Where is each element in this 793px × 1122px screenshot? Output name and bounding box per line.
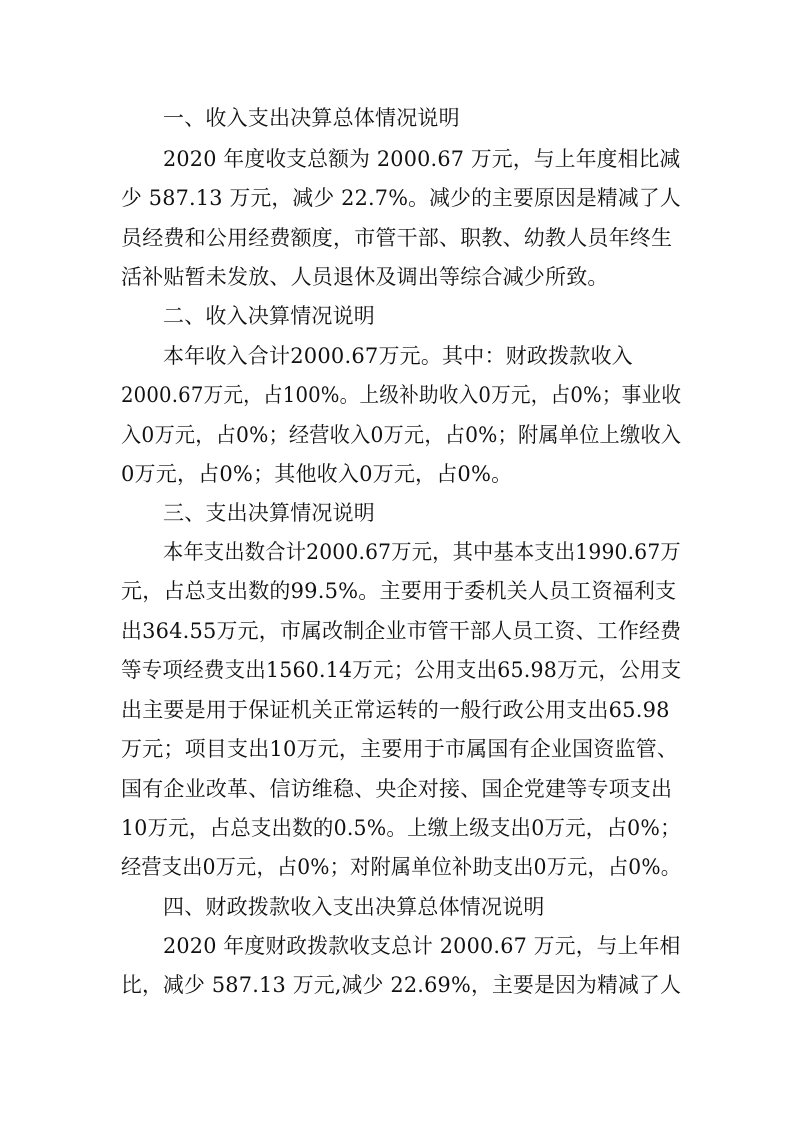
paragraph-line: 少 587.13 万元，减少 22.7%。减少的主要原因是精减了人 — [121, 186, 681, 210]
paragraph-line: 员经费和公用经费额度，市管干部、职教、幼教人员年终生 — [121, 226, 673, 250]
paragraph-line: 活补贴暂未发放、人员退休及调出等综合减少所致。 — [121, 265, 609, 289]
section-heading-4: 四、财政拨款收入支出决算总体情况说明 — [163, 895, 545, 919]
paragraph-line: 出364.55万元，市属改制企业市管干部人员工资、工作经费 — [121, 619, 682, 643]
paragraph-line: 10万元，占总支出数的0.5%。上缴上级支出0万元，占0%； — [121, 816, 681, 840]
section-heading-1: 一、收入支出决算总体情况说明 — [163, 106, 460, 130]
paragraph-line: 2020 年度收支总额为 2000.67 万元，与上年度相比减 — [163, 147, 681, 171]
paragraph-line: 等专项经费支出1560.14万元；公用支出65.98万元，公用支 — [121, 658, 682, 682]
paragraph-line: 国有企业改革、信访维稳、央企对接、国企党建等专项支出 — [121, 777, 673, 801]
paragraph-line: 2000.67万元，占100%。上级补助收入0万元，占0%；事业收 — [121, 383, 682, 407]
paragraph-line: 入0万元，占0%；经营收入0万元，占0%；附属单位上缴收入 — [121, 423, 682, 447]
paragraph-line: 出主要是用于保证机关正常运转的一般行政公用支出65.98 — [121, 698, 670, 722]
paragraph-line: 比，减少 587.13 万元,减少 22.69%，主要是因为精减了人 — [121, 973, 682, 997]
section-heading-2: 二、收入决算情况说明 — [163, 304, 375, 328]
paragraph-line: 本年收入合计2000.67万元。其中：财政拨款收入 — [163, 344, 633, 368]
paragraph-line: 本年支出数合计2000.67万元，其中基本支出1990.67万 — [163, 540, 681, 564]
section-heading-3: 三、支出决算情况说明 — [163, 501, 375, 525]
paragraph-line: 万元；项目支出10万元，主要用于市属国有企业国资监管、 — [121, 737, 679, 761]
paragraph-line: 元，占总支出数的99.5%。主要用于委机关人员工资福利支 — [121, 579, 677, 603]
paragraph-line: 经营支出0万元，占0%；对附属单位补助支出0万元，占0%。 — [121, 855, 682, 879]
paragraph-line: 0万元，占0%；其他收入0万元，占0%。 — [121, 462, 513, 486]
paragraph-line: 2020 年度财政拨款收支总计 2000.67 万元，与上年相 — [163, 934, 681, 958]
